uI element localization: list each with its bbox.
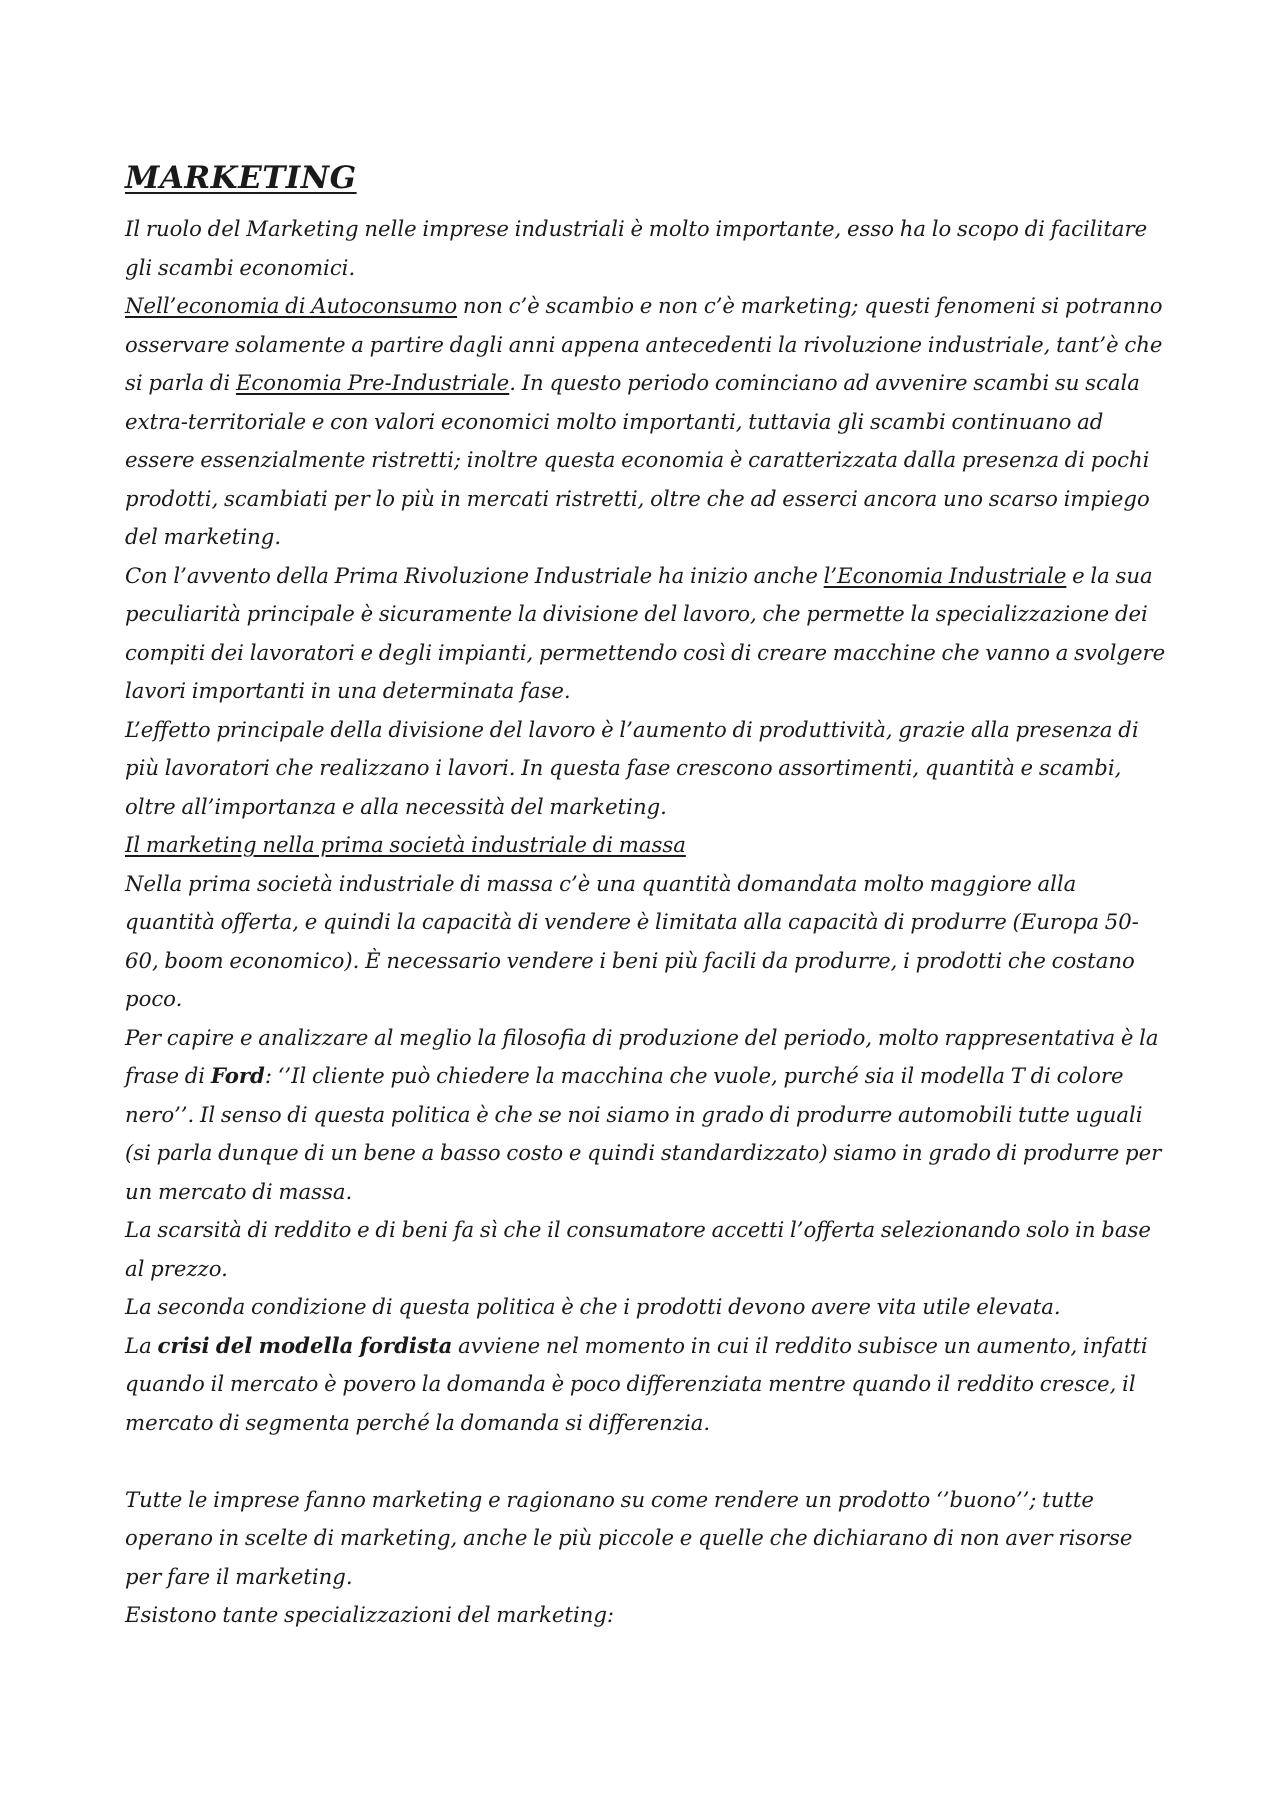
paragraph-ford	[125, 1019, 1170, 1212]
paragraph-text: La	[125, 1332, 158, 1358]
paragraph-imprese: Tutte le imprese fanno marketing e ragionano su come rendere un prodotto ‘’buono’’; tutte operano in scelte di marketing, anche le più piccole e quelle che dichiarano di non aver risorse per fare il marketing.	[125, 1486, 1133, 1589]
paragraph-text: avviene nel momento in cui il reddito subisce un aumento, infatti quando il mercato è povero la domanda è poco differenziata mentre quando il reddito cresce, il mercato di segmenta perché la domanda si differenzia.	[125, 1332, 1148, 1435]
term-ford: Ford	[210, 1063, 265, 1088]
blank-line	[125, 1442, 1170, 1481]
paragraph-divisione-lavoro: L’effetto principale della divisione del lavoro è l’aumento di produttività, grazie alla presenza di più lavoratori che realizzano i lavori. In questa fase crescono assortimenti, quantità e scambi, oltre all’importanza e alla necessità del marketing.	[125, 716, 1139, 819]
paragraph-industriale	[125, 557, 1170, 711]
page-title: MARKETING	[125, 160, 357, 196]
paragraph-specializzazioni: Esistono tante specializzazioni del marketing:	[125, 1602, 615, 1627]
paragraph-intro: Il ruolo del Marketing nelle imprese industriali è molto importante, esso ha lo scopo di facilitare gli scambi economici.	[125, 216, 1148, 280]
paragraph-text: Per capire e analizzare al meglio la filosofia di produzione del periodo, molto rappresentativa è la frase di	[125, 1024, 1159, 1088]
paragraph-text: non c’è scambio e non c’è marketing; questi fenomeni si potranno osservare solamente a partire dagli anni appena antecedenti la rivoluzione industriale, tant’è che si parla di	[125, 293, 1163, 395]
paragraph-text: : ‘’Il cliente può chiedere la macchina che vuole, purché sia il modella T di colore nero’’. Il senso di questa politica è che se noi siamo in grado di produrre automobili tutte uguali (si parla dunque di un bene a basso costo e quindi standardizzato) siamo in grado di produrre per un mercato di massa.	[125, 1063, 1162, 1204]
term-pre-industriale: Economia Pre-Industriale	[235, 370, 510, 395]
document-body	[125, 210, 1170, 1635]
term-crisi-fordista: crisi del modella fordista	[157, 1332, 453, 1358]
section-subheading: Il marketing nella prima società industriale di massa	[125, 832, 686, 857]
term-autoconsumo: Nell’economia di Autoconsumo	[125, 293, 458, 318]
paragraph-autoconsumo	[125, 287, 1170, 557]
paragraph-seconda-condizione: La seconda condizione di questa politica è che i prodotti devono avere vita utile elevata.	[125, 1294, 1061, 1319]
paragraph-societa-massa: Nella prima società industriale di massa c’è una quantità domandata molto maggiore alla quantità offerta, e quindi la capacità di vendere è limitata alla capacità di produrre (Europa 50-60, boom economico). È necessario vendere i beni più facili da produrre, i prodotti che costano poco.	[125, 870, 1139, 1011]
term-economia-industriale: l’Economia Industriale	[823, 562, 1067, 588]
paragraph-text: e la sua peculiarità principale è sicuramente la divisione del lavoro, che permette la specializzazione dei compiti dei lavoratori e degli impianti, permettendo così di creare macchine che vanno a svolgere lavori importanti in una determinata fase.	[125, 562, 1166, 703]
paragraph-crisi	[125, 1327, 1170, 1443]
paragraph-scarsita: La scarsità di reddito e di beni fa sì che il consumatore accetti l’offerta selezionando solo in base al prezzo.	[125, 1217, 1151, 1281]
paragraph-text: Con l’avvento della Prima Rivoluzione Industriale ha inizio anche	[125, 562, 824, 588]
paragraph-text: . In questo periodo cominciano ad avvenire scambi su scala extra-territoriale e con valori economici molto importanti, tuttavia gli scambi continuano ad essere essenzialmente ristretti; inoltre questa economia è caratterizzata dalla presenza di pochi prodotti, scambiati per lo più in mercati ristretti, oltre che ad esserci ancora uno scarso impiego del marketing.	[125, 370, 1150, 549]
